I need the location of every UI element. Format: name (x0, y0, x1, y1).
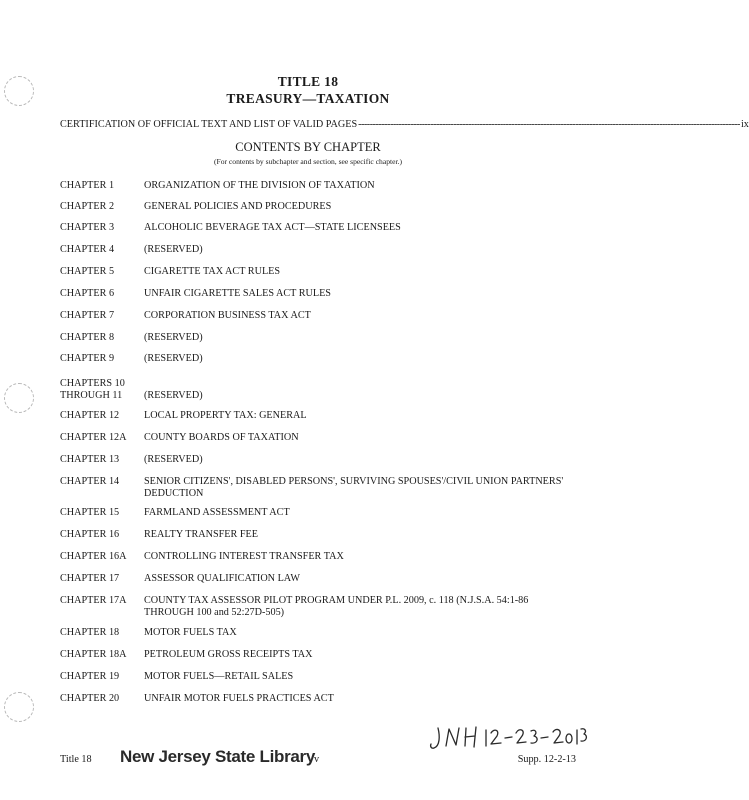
chapter-title: SENIOR CITIZENS', DISABLED PERSONS', SURVIVING SPOUSES'/CIVIL UNION PARTNERS' DEDUCTION (144, 476, 564, 499)
chapter-title: UNFAIR MOTOR FUELS PRACTICES ACT (144, 693, 334, 704)
footer-supplement: Supp. 12-2-13 (517, 754, 576, 765)
chapter-number: CHAPTER 8 (60, 332, 115, 343)
chapter-number: CHAPTER 19 (60, 671, 120, 682)
title-name: TREASURY—TAXATION (226, 91, 390, 106)
chapter-number: CHAPTER 12 (60, 410, 120, 421)
chapter-number-continued: THROUGH 11 (60, 390, 123, 401)
contents-heading: CONTENTS BY CHAPTER (235, 140, 381, 154)
library-stamp: New Jersey State Library (120, 747, 316, 766)
chapter-number: CHAPTER 13 (60, 454, 120, 465)
title-number: TITLE 18 (277, 74, 339, 89)
chapter-number: CHAPTER 16A (60, 551, 127, 562)
chapter-title: CONTROLLING INTEREST TRANSFER TAX (144, 551, 344, 562)
chapter-number: CHAPTERS 10 (60, 378, 125, 389)
chapter-number: CHAPTER 15 (60, 507, 120, 518)
certification-label: CERTIFICATION OF OFFICIAL TEXT AND LIST OF VALID PAGES (60, 119, 358, 130)
chapter-title: (RESERVED) (144, 353, 203, 364)
chapter-number: CHAPTER 18 (60, 627, 120, 638)
chapter-title: FARMLAND ASSESSMENT ACT (144, 507, 290, 518)
dot-leader: ------------------------------------------------------------------------------------------------------------------------------------ (358, 119, 740, 130)
chapter-number: CHAPTER 12A (60, 432, 127, 443)
chapter-title: MOTOR FUELS TAX (144, 627, 237, 638)
chapter-title: UNFAIR CIGARETTE SALES ACT RULES (144, 288, 331, 299)
chapter-title: (RESERVED) (144, 244, 203, 255)
footer-page-number: v (314, 754, 320, 765)
chapter-title: COUNTY BOARDS OF TAXATION (144, 432, 299, 443)
chapter-number: CHAPTER 18A (60, 649, 127, 660)
chapter-title: ASSESSOR QUALIFICATION LAW (144, 573, 300, 584)
chapter-number: CHAPTER 4 (60, 244, 115, 255)
chapter-number: CHAPTER 14 (60, 476, 120, 487)
chapter-number: CHAPTER 5 (60, 266, 115, 277)
chapter-number: CHAPTER 16 (60, 529, 120, 540)
chapter-title: GENERAL POLICIES AND PROCEDURES (144, 201, 332, 212)
chapter-number: CHAPTER 7 (60, 310, 115, 321)
chapter-title: (RESERVED) (144, 332, 203, 343)
chapter-title: LOCAL PROPERTY TAX: GENERAL (144, 410, 307, 421)
chapter-number: CHAPTER 9 (60, 353, 115, 364)
chapter-title: (RESERVED) (144, 454, 203, 465)
punch-hole-bottom (4, 692, 34, 722)
chapter-number: CHAPTER 17 (60, 573, 120, 584)
title-block (0, 74, 616, 107)
chapter-title: (RESERVED) (144, 390, 203, 401)
chapter-number: CHAPTER 17A (60, 595, 127, 606)
chapter-number: CHAPTER 2 (60, 201, 115, 212)
chapter-title: ALCOHOLIC BEVERAGE TAX ACT—STATE LICENSEES (144, 222, 401, 233)
chapter-title: PETROLEUM GROSS RECEIPTS TAX (144, 649, 313, 660)
chapter-title: CIGARETTE TAX ACT RULES (144, 266, 281, 277)
punch-hole-middle (4, 383, 34, 413)
handwritten-annotation (428, 716, 588, 756)
chapter-number: CHAPTER 1 (60, 180, 115, 191)
chapter-title: MOTOR FUELS—RETAIL SALES (144, 671, 294, 682)
chapter-title: ORGANIZATION OF THE DIVISION OF TAXATION (144, 180, 375, 191)
chapter-title: REALTY TRANSFER FEE (144, 529, 258, 540)
chapter-number: CHAPTER 6 (60, 288, 115, 299)
chapter-title: COUNTY TAX ASSESSOR PILOT PROGRAM UNDER P.L. 2009, c. 118 (N.J.S.A. 54:1-86 THROUGH 100 and 52:27D-505) (144, 595, 529, 618)
chapter-title: CORPORATION BUSINESS TAX ACT (144, 310, 311, 321)
certification-line (60, 119, 749, 130)
contents-note: (For contents by subchapter and section, see specific chapter.) (213, 157, 403, 166)
certification-page: ix (740, 119, 749, 130)
footer-title: Title 18 (60, 754, 92, 765)
chapter-number: CHAPTER 20 (60, 693, 120, 704)
chapter-number: CHAPTER 3 (60, 222, 115, 233)
